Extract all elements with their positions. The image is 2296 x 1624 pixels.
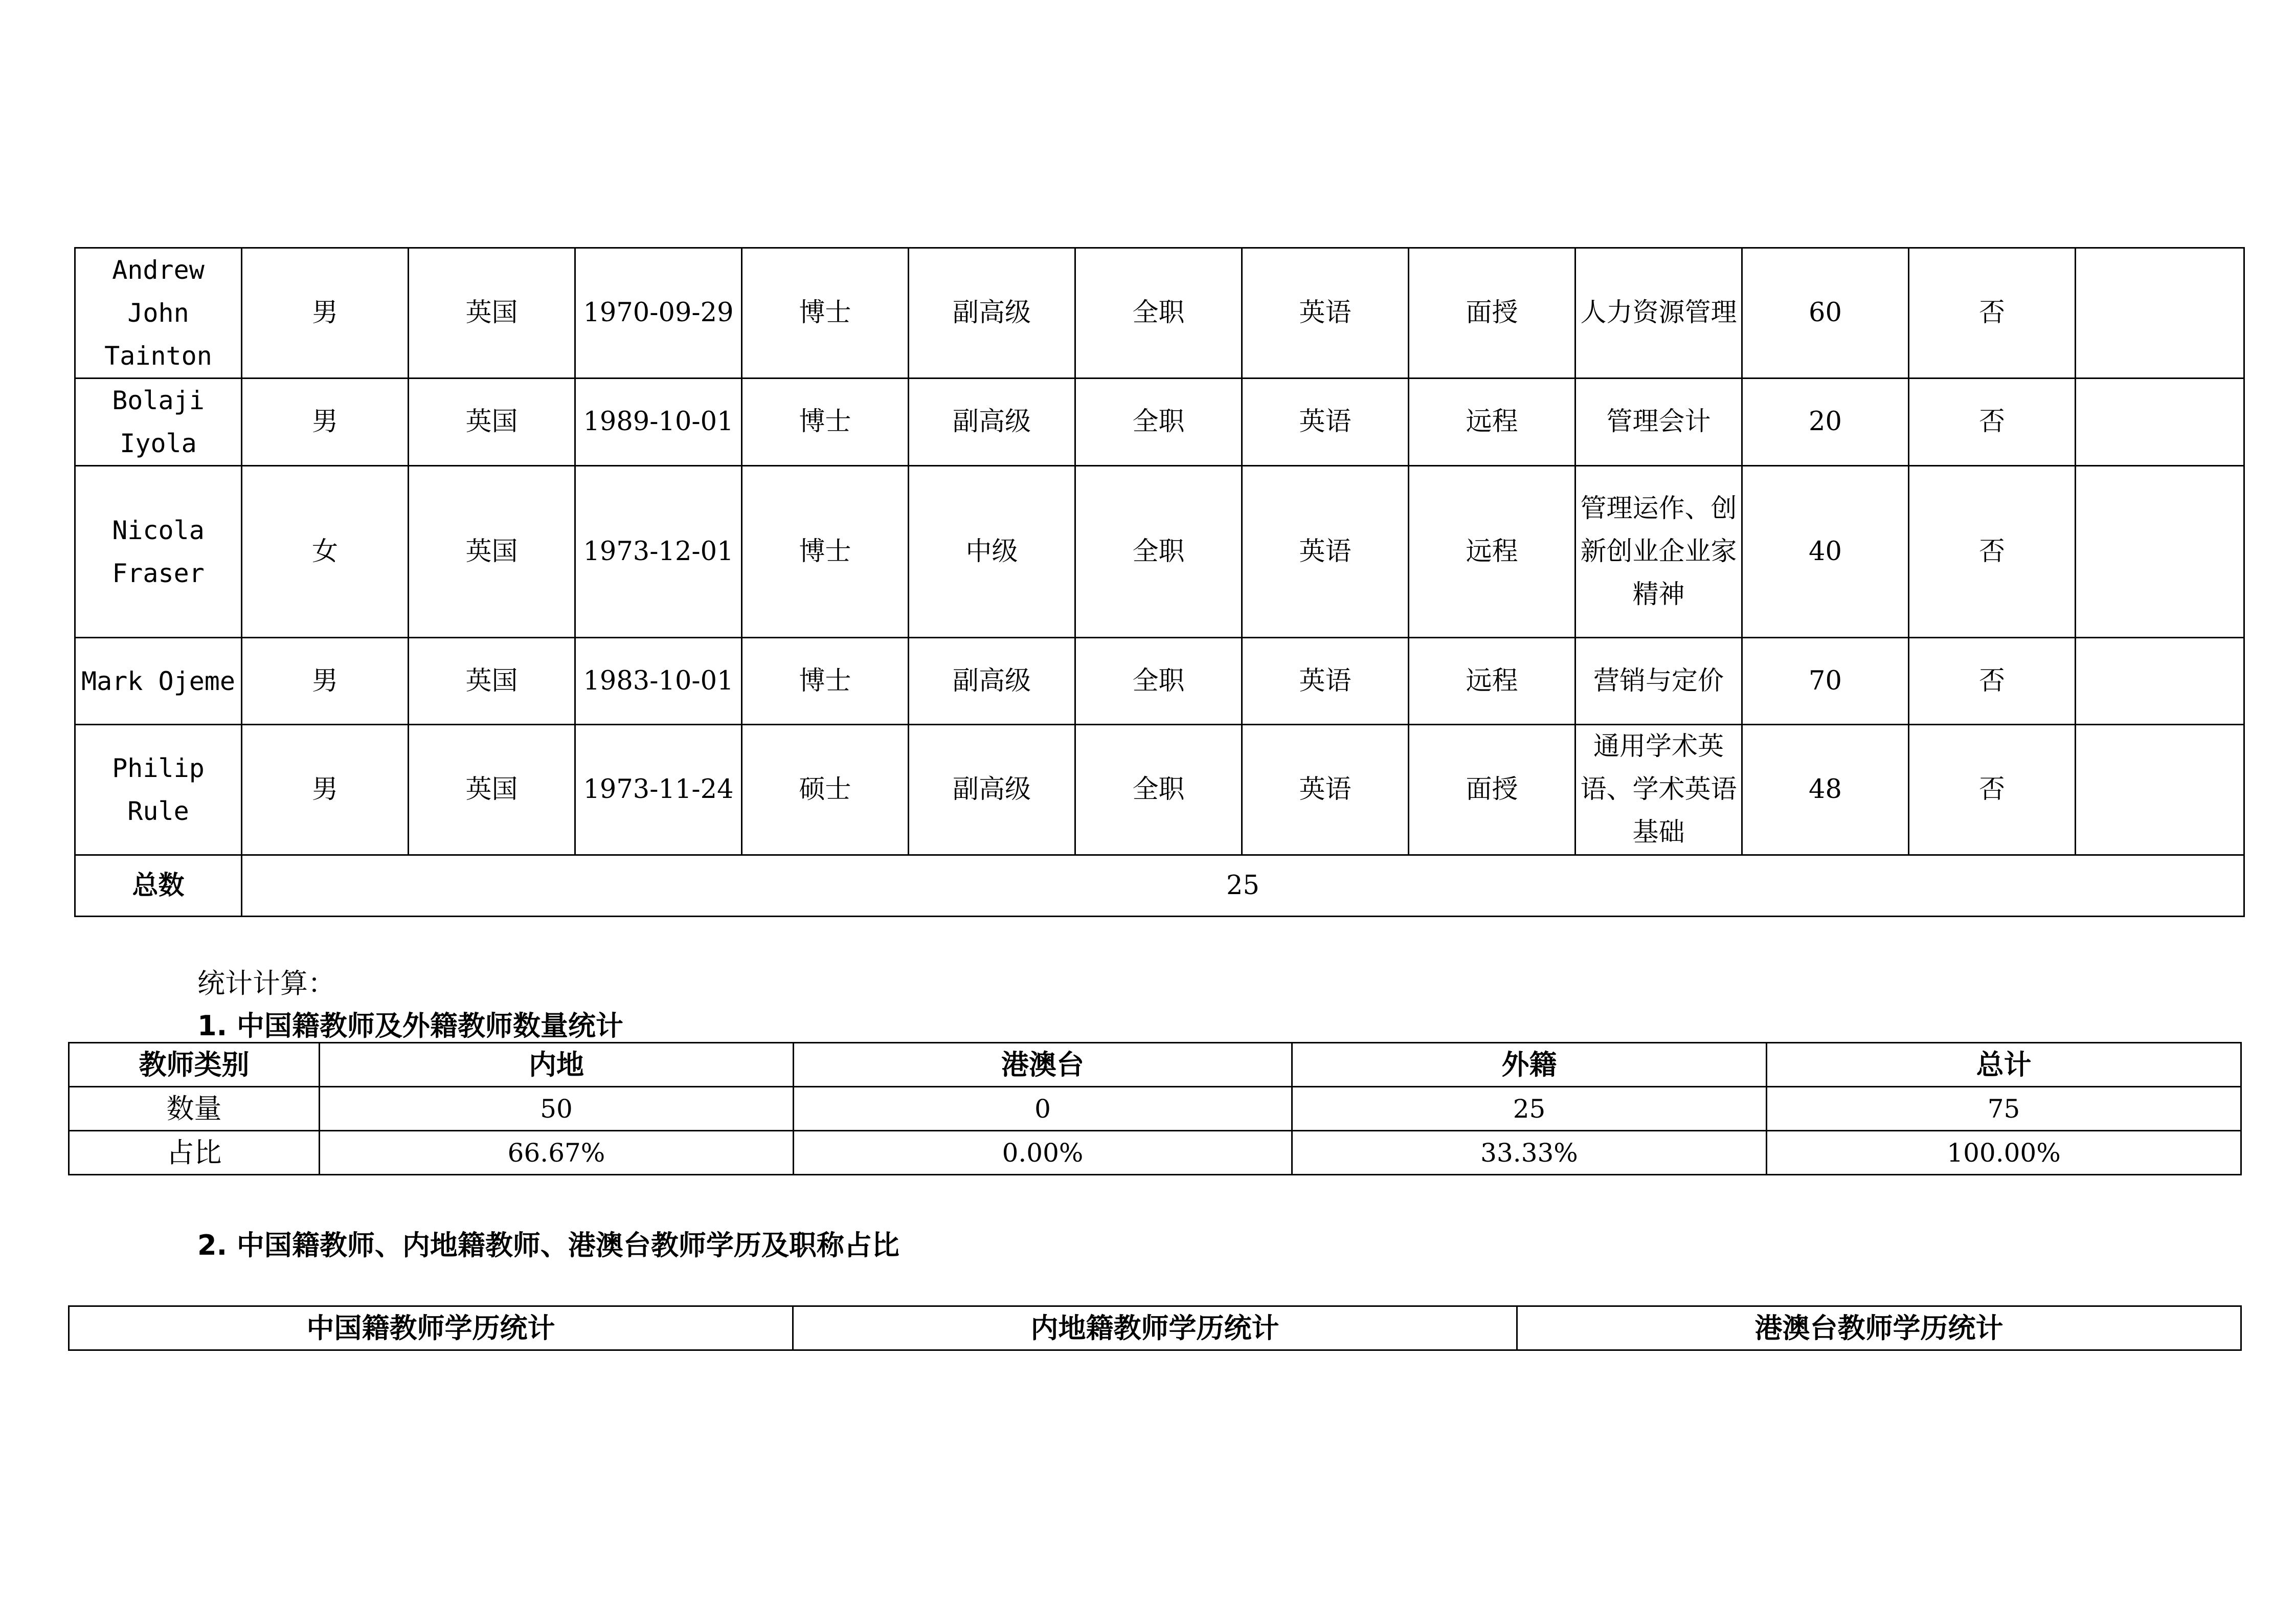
stats-cell: 33.33%	[1292, 1131, 1767, 1175]
stats-cell: 0	[794, 1087, 1292, 1131]
teacher-hours: 60	[1742, 248, 1909, 379]
stats-heading: 统计计算：	[197, 967, 335, 999]
teacher-name: Andrew John Tainton	[75, 248, 242, 379]
stats-ratio-row	[69, 1131, 2241, 1175]
teacher-language: 英语	[1242, 466, 1409, 638]
stats-count-row	[69, 1087, 2241, 1131]
teacher-degree: 博士	[742, 379, 909, 466]
teacher-mode: 远程	[1409, 466, 1575, 638]
teacher-course: 管理会计	[1575, 379, 1742, 466]
teacher-row	[75, 725, 2244, 855]
education-table	[68, 1305, 2242, 1351]
teacher-course: 通用学术英语、学术英语基础	[1575, 725, 1742, 855]
total-value: 25	[242, 855, 2244, 917]
teacher-extra	[2076, 248, 2244, 379]
teacher-course: 管理运作、创新创业企业家精神	[1575, 466, 1742, 638]
teacher-course: 营销与定价	[1575, 638, 1742, 725]
teacher-type: 全职	[1075, 248, 1242, 379]
teacher-title: 副高级	[909, 379, 1075, 466]
teacher-flag: 否	[1909, 466, 2076, 638]
teacher-title: 中级	[909, 466, 1075, 638]
education-header-mainland: 内地籍教师学历统计	[793, 1306, 1517, 1350]
stats-header-row	[69, 1043, 2241, 1087]
teacher-gender: 男	[242, 248, 409, 379]
teacher-extra	[2076, 725, 2244, 855]
teacher-gender: 男	[242, 638, 409, 725]
education-header-china: 中国籍教师学历统计	[69, 1306, 793, 1350]
teacher-type: 全职	[1075, 379, 1242, 466]
teacher-row	[75, 248, 2244, 379]
teacher-type: 全职	[1075, 466, 1242, 638]
stats-table	[68, 1042, 2242, 1175]
section1-title: 1. 中国籍教师及外籍教师数量统计	[197, 1010, 623, 1042]
teacher-gender: 男	[242, 725, 409, 855]
teacher-country: 英国	[409, 638, 575, 725]
total-label: 总数	[75, 855, 242, 917]
teacher-table	[74, 247, 2245, 917]
teacher-flag: 否	[1909, 638, 2076, 725]
stats-row-label: 数量	[69, 1087, 320, 1131]
education-header-hmt: 港澳台教师学历统计	[1517, 1306, 2241, 1350]
teacher-language: 英语	[1242, 638, 1409, 725]
stats-cell: 0.00%	[794, 1131, 1292, 1175]
stats-cell: 100.00%	[1767, 1131, 2241, 1175]
teacher-name: Philip Rule	[75, 725, 242, 855]
teacher-degree: 硕士	[742, 725, 909, 855]
teacher-language: 英语	[1242, 379, 1409, 466]
stats-header-foreign: 外籍	[1292, 1043, 1767, 1087]
teacher-name: Nicola Fraser	[75, 466, 242, 638]
teacher-birth: 1989-10-01	[575, 379, 742, 466]
teacher-row	[75, 466, 2244, 638]
teacher-flag: 否	[1909, 379, 2076, 466]
teacher-birth: 1973-12-01	[575, 466, 742, 638]
teacher-type: 全职	[1075, 638, 1242, 725]
total-row	[75, 855, 2244, 917]
teacher-name: Bolaji Iyola	[75, 379, 242, 466]
teacher-course: 人力资源管理	[1575, 248, 1742, 379]
teacher-flag: 否	[1909, 725, 2076, 855]
teacher-mode: 面授	[1409, 725, 1575, 855]
teacher-gender: 男	[242, 379, 409, 466]
teacher-birth: 1970-09-29	[575, 248, 742, 379]
teacher-language: 英语	[1242, 725, 1409, 855]
stats-header-category: 教师类别	[69, 1043, 320, 1087]
teacher-flag: 否	[1909, 248, 2076, 379]
teacher-mode: 面授	[1409, 248, 1575, 379]
education-header-row	[69, 1306, 2241, 1350]
stats-row-label: 占比	[69, 1131, 320, 1175]
teacher-country: 英国	[409, 248, 575, 379]
teacher-title: 副高级	[909, 725, 1075, 855]
teacher-hours: 70	[1742, 638, 1909, 725]
stats-cell: 25	[1292, 1087, 1767, 1131]
stats-cell: 75	[1767, 1087, 2241, 1131]
teacher-degree: 博士	[742, 638, 909, 725]
teacher-title: 副高级	[909, 638, 1075, 725]
teacher-country: 英国	[409, 379, 575, 466]
teacher-extra	[2076, 379, 2244, 466]
teacher-mode: 远程	[1409, 379, 1575, 466]
teacher-hours: 48	[1742, 725, 1909, 855]
section2-title: 2. 中国籍教师、内地籍教师、港澳台教师学历及职称占比	[197, 1229, 899, 1261]
teacher-row	[75, 379, 2244, 466]
teacher-hours: 40	[1742, 466, 1909, 638]
teacher-type: 全职	[1075, 725, 1242, 855]
teacher-name: Mark Ojeme	[75, 638, 242, 725]
teacher-gender: 女	[242, 466, 409, 638]
teacher-extra	[2076, 466, 2244, 638]
teacher-title: 副高级	[909, 248, 1075, 379]
teacher-degree: 博士	[742, 466, 909, 638]
teacher-hours: 20	[1742, 379, 1909, 466]
teacher-birth: 1973-11-24	[575, 725, 742, 855]
teacher-degree: 博士	[742, 248, 909, 379]
teacher-extra	[2076, 638, 2244, 725]
teacher-country: 英国	[409, 466, 575, 638]
teacher-mode: 远程	[1409, 638, 1575, 725]
stats-cell: 50	[320, 1087, 794, 1131]
stats-cell: 66.67%	[320, 1131, 794, 1175]
teacher-language: 英语	[1242, 248, 1409, 379]
teacher-row	[75, 638, 2244, 725]
teacher-country: 英国	[409, 725, 575, 855]
teacher-birth: 1983-10-01	[575, 638, 742, 725]
stats-header-hmt: 港澳台	[794, 1043, 1292, 1087]
stats-header-mainland: 内地	[320, 1043, 794, 1087]
stats-header-total: 总计	[1767, 1043, 2241, 1087]
